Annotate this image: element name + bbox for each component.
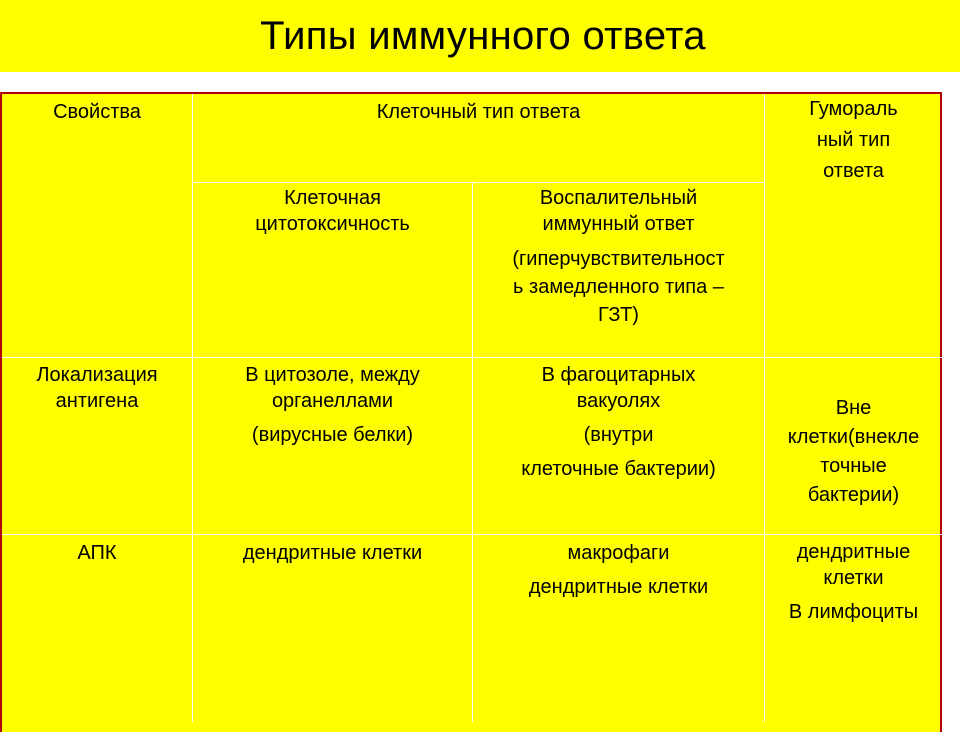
row-localization-inflammatory-line: вакуолях [576, 390, 661, 412]
row-localization-label [2, 358, 192, 414]
row-apc-inflammatory-1: макрофаги [567, 542, 670, 564]
row-apc-humoral [765, 535, 942, 625]
row-localization-cytotoxicity [193, 358, 472, 448]
row-apc-humoral-line: клетки [823, 567, 884, 589]
header-cytotoxicity [193, 183, 472, 237]
header-inflammatory-note-line: ь замедленного типа – [513, 276, 724, 298]
header-cytotoxicity-line: цитотоксичность [255, 213, 410, 235]
row-localization-cytotoxicity-line: органеллами [271, 390, 394, 412]
immune-response-table [0, 92, 942, 732]
header-inflammatory-line: иммунный ответ [542, 213, 695, 235]
row-localization-humoral-line: клетки(внекле [787, 426, 920, 448]
title-bar [0, 0, 960, 72]
row-apc-inflammatory [473, 535, 764, 599]
header-humoral-line: Гумораль [809, 98, 898, 120]
header-humoral-line: ный тип [816, 129, 891, 151]
header-cytotoxicity-line: Клеточная [284, 187, 381, 209]
row-apc-label-text: АПК [77, 542, 117, 564]
header-humoral [765, 94, 942, 187]
row-localization-inflammatory-line: В фагоцитарных [541, 364, 696, 386]
header-inflammatory-note-line: ГЗТ) [598, 304, 639, 326]
slide-title: Типы иммунного ответа [260, 13, 706, 58]
header-inflammatory [473, 183, 764, 329]
row-localization-humoral [765, 358, 942, 510]
row-apc-label [2, 535, 192, 565]
header-inflammatory-line: Воспалительный [539, 187, 698, 209]
row-localization-inflammatory-note-2: клеточные бактерии) [521, 458, 716, 480]
row-apc-cytotoxicity [193, 535, 472, 565]
row-localization-cytotoxicity-note: (вирусные белки) [251, 424, 414, 446]
row-localization-inflammatory [473, 358, 764, 482]
row-localization-label-line: Локализация [36, 364, 158, 386]
header-cellular-text: Клеточный тип ответа [376, 101, 581, 123]
row-apc-cytotoxicity-text: дендритные клетки [242, 542, 423, 564]
row-localization-cytotoxicity-line: В цитозоле, между [245, 364, 420, 386]
row-localization-humoral-line: точные [820, 455, 887, 477]
row-apc-humoral-line: дендритные [796, 541, 911, 563]
header-inflammatory-note-line: (гиперчувствительност [512, 248, 725, 270]
row-localization-humoral-line: бактерии) [807, 484, 900, 506]
header-cellular [193, 94, 764, 124]
header-properties [2, 94, 192, 124]
row-localization-label-line: антигена [55, 390, 139, 412]
header-humoral-line: ответа [823, 160, 884, 182]
row-apc-humoral-2: В лимфоциты [788, 601, 919, 623]
row-localization-humoral-line: Вне [835, 397, 872, 419]
row-apc-inflammatory-2: дендритные клетки [528, 576, 709, 598]
header-properties-text: Свойства [53, 101, 141, 123]
row-localization-inflammatory-note-1: (внутри [583, 424, 654, 446]
